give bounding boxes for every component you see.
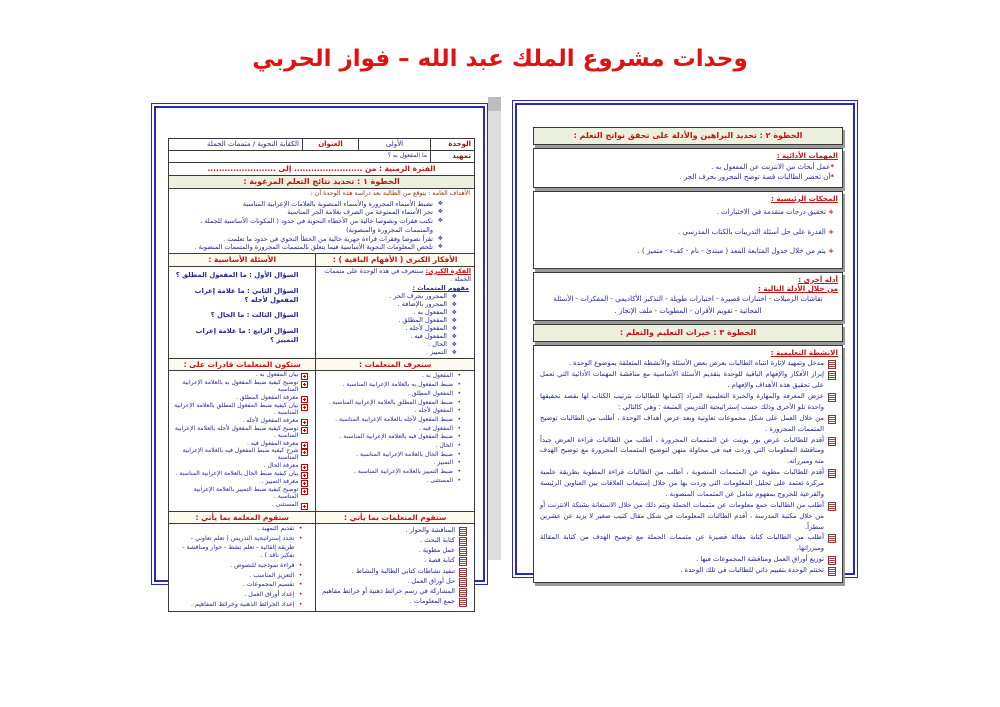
know-item — [321, 416, 461, 425]
learners-do-item-text: تنفيذ نشاطات كتابي الطالبة والنشاط . — [351, 566, 455, 575]
big-idea-text: سنتعرف في هذه الوحدة على متممات الجملة . — [324, 267, 471, 284]
teacher-do-item — [174, 525, 302, 534]
table-row-know-body — [169, 370, 474, 510]
note-icon — [828, 556, 836, 565]
know-item-text: الحال . — [435, 441, 453, 449]
know-item — [321, 407, 461, 416]
big-ideas-cell — [315, 267, 474, 358]
know-item — [321, 459, 461, 468]
goal-item — [174, 208, 443, 217]
criteria-mark: + — [828, 208, 834, 217]
learners-do-item-text: عمل مطوية . — [418, 546, 455, 555]
table-row-step1 — [169, 175, 474, 188]
able-item-text: معرفة المفعول المطلق . — [236, 394, 299, 402]
question-item-text: السؤال الثاني : ما علامة إعراب المفعول لأجله ؟ — [194, 286, 299, 304]
know-item — [321, 381, 461, 390]
page-separator-scrollbar[interactable] — [488, 97, 501, 560]
period-line: الفترة الزمنية : من ........................ إلى ........................ — [207, 164, 436, 174]
know-item — [321, 451, 461, 460]
goal-item-text: تجر الأسماء الممنوعة من الصرف بعلامة الجر المناسبة — [287, 208, 433, 217]
able-item-text: توضيح كيفية ضبط التمييز بالعلامة الإعرابية المناسبة . — [193, 485, 299, 500]
question-item-text: السؤال الرابع : ما علامة إعراب التمييز ؟ — [195, 327, 299, 344]
other-evidence-lead: من خلال الأدلة التالية : — [757, 283, 838, 293]
activity-item — [540, 435, 836, 468]
concept-item-text: الحال . — [428, 339, 447, 348]
big-ideas-header: الأفكار الكبرى ( الأفهام الباقية ) : — [315, 254, 474, 266]
teacher-do-item-text: قراءة نموذجية للنصوص . — [230, 561, 295, 569]
goal-item — [174, 243, 443, 252]
task-mark: * — [830, 173, 834, 182]
goals-list — [172, 200, 471, 253]
able-item — [174, 463, 308, 470]
teacher-do-item-text: التعزيز المناسب . — [249, 571, 295, 579]
criteria-header: المحكات الرئيسية : — [770, 193, 838, 203]
able-item-text: بيان كيفية ضبط الحال بالعلامة الإعرابية المناسبة . — [175, 470, 299, 478]
page-2-boxes — [533, 127, 843, 583]
step1-header: الخطوة ١ : تحديد نتائج التعلم المرغوبة : — [169, 176, 474, 188]
other-evidence-text: نقاشات الزميلات - اختبارات قصيرة - اختبارات طويلة - التذكير الأكاديمي - المفكرات - الأسئلة الفجائية - تقويم الأقران - المطويات - ملف الإنجاز . — [553, 295, 823, 315]
know-item — [321, 425, 461, 434]
learners-do-item — [321, 545, 467, 555]
concept-item-text: التمييز . — [425, 347, 447, 356]
note-icon — [828, 371, 836, 380]
unit-value: الأولى — [358, 139, 430, 150]
task-item — [540, 162, 834, 173]
task-item-text: عمل أبحاث من الانترنت عن المفعول به . — [711, 162, 831, 171]
activity-item — [540, 467, 836, 500]
know-item — [321, 390, 461, 399]
learners-do-item-text: جمع المعلومات . — [409, 596, 455, 605]
concept-item-text: المفعول فيه . — [410, 331, 447, 340]
activity-item-text: أطلب من الطالبات جمع معلومات عن متممات الجملة ويتم ذلك من خلال الاستعانة بشبكة الانترنت أو من خلال مكتبة المدرسة ، أقدم الطالبات المعلومات في شكل مقال كتيب صغير لا يزيد عن عشرين سطراً. — [540, 500, 824, 531]
page-2 — [512, 100, 858, 578]
activity-item-text: مدخل وتمهيد لإثارة انتباه الطالبات بعرض بعض الأسئلة والأنشطة المتعلقة بموضوع الوحدة . — [568, 359, 824, 368]
activity-item — [540, 500, 836, 533]
page-1-inner-border — [154, 106, 485, 608]
able-item — [174, 426, 308, 440]
know-item-text: ضبط المفعول فيه بالعلامة الإعرابية المناسبة . — [339, 433, 453, 441]
note-icon — [828, 469, 836, 478]
able-item — [174, 479, 308, 486]
activities-list — [538, 358, 838, 576]
unit-label: الوحدة — [430, 139, 474, 150]
teacher-do-item-text: تقسيم المجموعات . — [242, 581, 295, 589]
activity-item-text: من خلال العمل على شكل مجموعات تعاونية وبعد عرض أهداف الوحدة ، أطلب من الطالبات توضيح المتممات المجرورة . — [540, 413, 824, 433]
able-list — [172, 372, 312, 508]
big-idea-lead: الفكرة الكبرى: — [425, 267, 471, 275]
question-item — [174, 311, 298, 320]
able-item-text: معرفة المفعول لأجله . — [242, 416, 299, 424]
page-2-inner-border — [515, 103, 855, 575]
learners-do-list — [319, 525, 471, 606]
note-icon — [828, 437, 836, 446]
know-item-text: المستثنى . — [426, 476, 453, 484]
red-square-bullet-icon — [301, 404, 308, 411]
know-item-text: ضبط المفعول به بالعلامة الإعرابية المناسبة . — [342, 381, 453, 389]
know-item — [321, 442, 461, 451]
concept-item-text: المفعول لأجله . — [405, 324, 447, 333]
goal-item-text: تضبط الأسماء المجرورة والأسماء المنصوبة بالعلامات الإعرابية المناسبة — [242, 199, 433, 208]
criteria-item — [540, 246, 834, 257]
activity-item — [540, 391, 836, 413]
learners-do-item-text: كتابة قصة . — [424, 556, 455, 565]
other-evidence-box — [533, 272, 843, 321]
question-item-text: السؤال الأول : ما المفعول المطلق ؟ — [175, 270, 299, 279]
know-item — [321, 372, 461, 381]
know-item-text: المفعول به . — [422, 372, 453, 380]
learners-do-item — [321, 555, 467, 565]
able-item-text: توضيح كيفية ضبط المفعول لأجله بالعلامة الإعرابية المناسبة . — [174, 424, 299, 439]
know-item-text: ضبط المفعول لأجله بالعلامة الإعرابية المناسبة . — [335, 415, 453, 423]
unit-plan-table — [168, 138, 475, 612]
red-square-bullet-icon — [301, 381, 308, 388]
red-square-bullet-icon — [301, 503, 308, 510]
able-item-text: معرفة المفعول فيه . — [247, 439, 299, 447]
activity-item-text: أطلب من الطالبات كتابة مقالة قصيرة عن متممات الجملة مع توضيح الهدف من كتابة المقالة ومبرراتها. — [540, 533, 824, 553]
know-item — [321, 477, 461, 486]
task-mark: * — [830, 162, 834, 171]
know-item — [321, 433, 461, 442]
questions-cell — [169, 267, 315, 358]
activity-item-text: توزيع أوراق العمل ومناقشة المجموعات فيها . — [696, 555, 824, 564]
activity-item-text: أقدم للطالبات عرض بور بوينت عن المتممات المجرورة ، أطلب من الطالبات قراءة العرض جيداً ومناقشة المعلومات التي وردت فيه في محاولة منهن لتوضيح المتممات المجرورة مع توضيح الهدف منه ومبرراته. — [540, 435, 824, 466]
goal-item — [174, 217, 443, 235]
concept-item-text: المفعول المطلق . — [398, 316, 447, 325]
activities-header: الانشطة التعليمية : — [770, 348, 838, 358]
know-item-text: ضبط الحال بالعلامة الإعرابية المناسبة . — [356, 450, 453, 458]
learners-do-cell — [315, 524, 474, 611]
activity-item — [540, 565, 836, 576]
teacher-do-item-text: إعداد الخرائط الذهنية وخرائط المفاهيم . — [190, 600, 295, 608]
able-cell — [169, 371, 315, 510]
know-item-text: المفعول فيه . — [419, 424, 453, 432]
able-item — [174, 487, 308, 501]
able-item — [174, 395, 308, 402]
note-icon — [828, 534, 836, 543]
table-row-goals — [169, 188, 474, 253]
table-row-do-header — [169, 511, 474, 524]
learners-do-item-text: المناقشة والحوار . — [405, 526, 455, 535]
able-item — [174, 418, 308, 425]
table-row-know-header — [169, 358, 474, 371]
tasks-list — [538, 162, 838, 183]
activity-item — [540, 369, 836, 391]
able-item — [174, 448, 308, 462]
task-item-text: أن تحضر الطالبات قصة توضح المجرور بحرف الجر . — [679, 173, 831, 182]
criteria-item — [540, 227, 834, 238]
question-item — [174, 327, 298, 345]
able-item — [174, 441, 308, 448]
task-item — [540, 172, 834, 183]
know-item — [321, 468, 461, 477]
scroll-thumb[interactable] — [488, 97, 501, 111]
concepts-lead: مفهوم المتممات : — [412, 285, 469, 293]
activity-item — [540, 413, 836, 435]
note-icon — [828, 567, 836, 576]
concept-item-text: المجرور بالإضافة . — [397, 300, 447, 309]
other-evidence-header: أدلة أخرى : — [798, 274, 838, 284]
question-item — [174, 271, 298, 280]
learners-do-item-text: المشاركة في رسم خرائط ذهنية أو خرائط مفاهيم — [322, 586, 455, 595]
tasks-header: المهمات الأدائية : — [776, 151, 838, 161]
able-item-text: توضيح كيفية ضبط المفعول به بالعلامة الإعرابية المناسبة — [182, 379, 299, 394]
learners-do-header: ستقوم المتعلمات بما يأتي : — [315, 512, 474, 524]
step2-header: الخطوة ٢ : تحديد البراهين والأدلة على تحقق نواتج التعلم : — [533, 127, 843, 145]
learners-do-item-text: حل أوراق العمل . — [407, 576, 455, 585]
able-item — [174, 403, 308, 417]
table-row-intro — [169, 150, 474, 162]
activities-box — [533, 345, 843, 583]
activity-item-text: إبراز الأفكار والإفهام الباقية للوحدة بتقديم الأسئلة الأساسية مع مناقشة المهمات الأدائية التي تعمل على تحقيق هذه الأهداف والإفهام . — [540, 370, 824, 390]
know-cell — [315, 371, 474, 510]
note-icon — [828, 360, 836, 369]
note-icon — [459, 598, 467, 607]
know-item-text: ضبط التمييز بالعلامة الإعرابية المناسبة . — [354, 468, 453, 476]
document-title: وحدات مشروع الملك عبد الله – فواز الحربي — [252, 46, 748, 72]
teacher-do-item-text: تقديم التمهيد . — [257, 525, 295, 533]
table-row-do-body — [169, 523, 474, 611]
able-item-text: معرفة الحال . — [263, 462, 299, 470]
table-row-period — [169, 162, 474, 175]
red-square-bullet-icon — [301, 449, 308, 456]
know-item-text: المفعول لأجله . — [414, 407, 453, 415]
learners-do-item-text: كتابة البحث . — [420, 536, 455, 545]
know-header: ستعرف المتعلمات : — [315, 359, 474, 371]
teacher-do-item-text: تحدد إستراتيجية التدريس ( تعلم تعاوني - طريقة إلقائية - تعلم نشط - حوار ومناقشة - تفكير ناقد ) . — [182, 534, 295, 560]
criteria-item-text: تحقيق درجات متقدمة في الاختبارات . — [716, 208, 826, 217]
able-item — [174, 471, 308, 478]
learners-do-item — [321, 535, 467, 545]
performance-tasks-box — [533, 148, 843, 187]
know-item-text: ضبط المفعول المطلق بالعلامة الإعرابية المناسبة . — [328, 398, 453, 406]
know-item — [321, 399, 461, 408]
teacher-do-item — [174, 535, 302, 561]
intro-value: ما المفعول به ؟ — [387, 152, 427, 160]
teacher-do-header: ستقوم المعلمة بما يأتي : — [169, 512, 315, 524]
note-icon — [828, 415, 836, 424]
activity-item-text: عرض المعرفة والمهارة والخبرة التعليمية المراد إكسابها للطالبات بترتيب الكتاب لها بقصد تحقيقها واحدة تلو الأخرى وذلك حسب إستراتيجية التدريس المتبعة : وهي كالتالي : — [540, 392, 824, 411]
concepts-list — [319, 293, 471, 356]
title-value: الكفاية النحوية / متممات الجملة — [207, 140, 299, 148]
intro-label: تمهيد — [430, 151, 474, 162]
able-item-text: معرفة التمييز . — [261, 477, 299, 485]
criteria-item-text: القدرة على حل أسئلة التدريبات بالكتاب المدرسي . — [677, 227, 826, 236]
title-label: العنوان — [302, 139, 358, 150]
teacher-do-item — [174, 562, 302, 571]
goal-item-text: تكتب فقرات ونصوصا خالية من الأخطاء النحوية في حدود ( المكونات الأساسية للجملة ، والمتممات المجرورة والمنصوبة) — [200, 217, 433, 234]
questions-header: الأسئلة الأساسية : — [169, 254, 315, 266]
step3-header: الخطوة ٣ : خبرات التعليم والتعلم : — [533, 324, 843, 342]
able-item-text: بيان المفعول به . — [255, 371, 299, 379]
able-item — [174, 372, 308, 379]
table-row-ideas-header — [169, 253, 474, 266]
goal-item-text: تلخص المعلومات النحوية الأساسية فيما يتعلق بالمتممات المجرورة والمتممات المنصوبة . — [194, 243, 433, 252]
goals-intro: الأهداف العامة : يتوقع من الطالبة بعد دراسة هذه الوحدة أن : — [310, 190, 470, 198]
teacher-do-item — [174, 591, 302, 600]
learners-do-item — [321, 576, 467, 586]
page-1 — [151, 103, 488, 608]
criteria-box — [533, 191, 843, 269]
able-item — [174, 502, 308, 509]
learners-do-item — [321, 566, 467, 576]
know-item-text: المفعول المطلق . — [408, 389, 453, 397]
criteria-mark: + — [828, 227, 834, 236]
questions-list — [172, 271, 312, 345]
table-row-meta — [169, 139, 474, 150]
question-item — [174, 287, 298, 305]
criteria-item — [540, 207, 834, 218]
criteria-mark: + — [828, 247, 834, 256]
red-square-bullet-icon — [301, 488, 308, 495]
learners-do-item — [321, 586, 467, 596]
goal-item-text: تقرأ نصوصا وفقرات قراءة جهرية خالية من الخطأ النحوي في حدود ما تعلمت . — [223, 234, 433, 243]
criteria-list — [538, 207, 838, 257]
note-icon — [828, 393, 836, 402]
able-item — [174, 380, 308, 394]
criteria-item-text: يتم من خلال جدول المتابعة المعد ( مبتدئ - نام - كفء - متميز ) . — [637, 247, 826, 256]
red-square-bullet-icon — [301, 427, 308, 434]
table-row-ideas-body — [169, 266, 474, 358]
able-header: ستكون المتعلمات قادرات على : — [169, 359, 315, 371]
question-item-text: السؤال الثالث : ما الحال ؟ — [210, 311, 299, 320]
teacher-do-item — [174, 581, 302, 590]
concept-item-text: المفعول به . — [413, 308, 447, 317]
learners-do-item — [321, 525, 467, 535]
activity-item-text: تختتم الوحدة بتقييم ذاتي للطالبات في تلك الوحدة . — [680, 566, 824, 575]
teacher-do-item — [174, 601, 302, 610]
teacher-do-list — [172, 525, 312, 609]
able-item-text: شرح كيفية ضبط المفعول فيه بالعلامة الإعرابية المناسبة — [182, 447, 299, 462]
goal-item — [174, 235, 443, 244]
know-item-text: التمييز . — [433, 459, 453, 467]
teacher-do-item — [174, 572, 302, 581]
activity-item — [540, 532, 836, 554]
teacher-do-cell — [169, 524, 315, 611]
note-icon — [828, 502, 836, 511]
teacher-do-item-text: إعداد أوراق العمل . — [244, 590, 295, 598]
learners-do-item — [321, 596, 467, 606]
concept-item — [321, 349, 457, 357]
goal-item — [174, 200, 443, 209]
know-list — [319, 372, 471, 485]
activity-item — [540, 554, 836, 565]
activity-item — [540, 358, 836, 369]
concept-item-text: المجرور بحرف الجر . — [389, 292, 447, 301]
activity-item-text: أقدم للطالبات مطوية عن المتممات المنصوبة ، أطلب من الطالبات قراءة المطوية بطريقة علمية مركزة تعتمد على تحليل المعلومات التي وردت بها من خلال إستيعاب العلاقات بين العناوين الرئيسة والفرعية للخروج بمفهوم شامل عن المتممات المنصوبة . — [540, 468, 824, 498]
able-item-text: المستثنى . — [271, 500, 299, 508]
able-item-text: بيان كيفية ضبط المفعول المطلق بالعلامة الإعرابية المناسبة . — [174, 402, 299, 416]
